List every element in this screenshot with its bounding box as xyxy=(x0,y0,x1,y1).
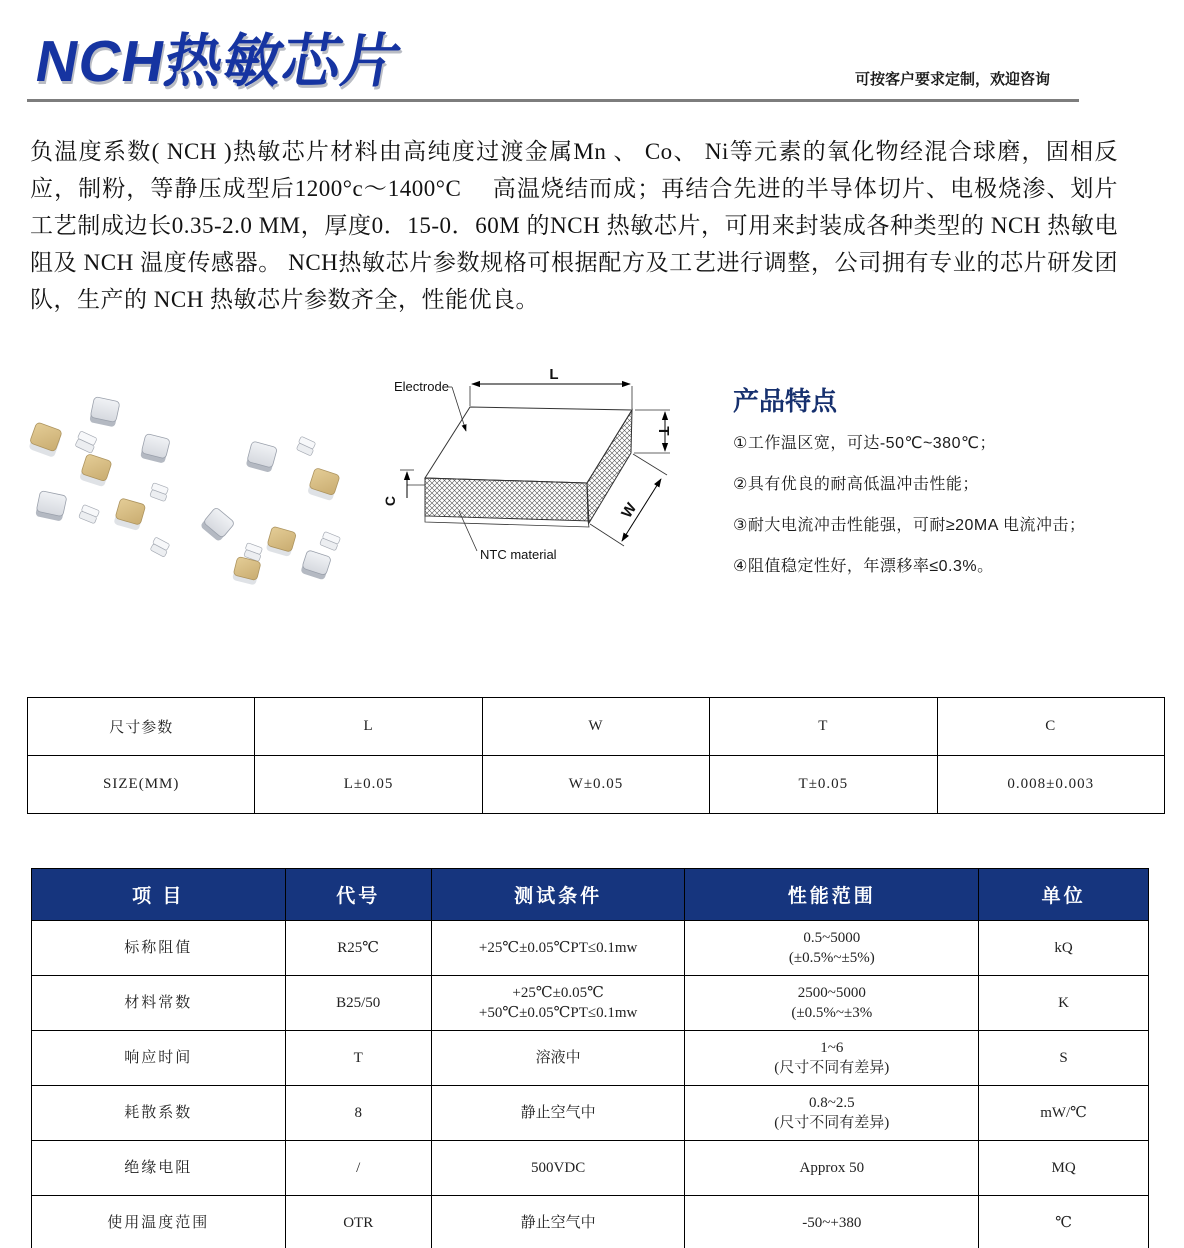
feature-item: ②具有优良的耐高低温冲击性能； xyxy=(733,476,979,493)
ntc-layer xyxy=(425,478,588,521)
spec-cell: 500VDC xyxy=(431,1141,685,1196)
header-divider xyxy=(27,99,1079,102)
chip xyxy=(149,483,170,502)
electrode-label: Electrode xyxy=(394,379,449,394)
spec-row xyxy=(32,1031,1149,1086)
chip xyxy=(79,454,112,488)
page-title: NCH热敏芯片 xyxy=(30,29,407,94)
spec-cell: 静止空气中 xyxy=(431,1086,685,1141)
chip-cluster xyxy=(27,397,340,585)
feature-item: ③耐大电流冲击性能强，可耐≥20MA 电流冲击； xyxy=(733,517,1086,534)
spec-header-range: 性能范围 xyxy=(685,869,979,921)
spec-cell: B25/50 xyxy=(285,976,431,1031)
spec-row xyxy=(32,1086,1149,1141)
spec-row xyxy=(32,921,1149,976)
spec-header-condition: 测试条件 xyxy=(431,869,685,921)
spec-cell: mW/℃ xyxy=(979,1086,1149,1141)
size-header-cell: T xyxy=(710,698,937,756)
chip xyxy=(27,422,63,458)
feature-item: ④阻值稳定性好，年漂移率≤0.3%。 xyxy=(733,558,994,575)
dim-T-label: T xyxy=(655,426,672,436)
dim-W-label: W xyxy=(618,499,641,522)
spec-table-body xyxy=(32,921,1149,1248)
customization-note: 可按客户要求定制，欢迎咨询 xyxy=(855,71,1051,88)
chip xyxy=(89,397,120,428)
spec-cell: K xyxy=(979,976,1149,1031)
spec-cell: 0.5~5000 (±0.5%~±5%) xyxy=(685,921,979,976)
size-value-cell: L±0.05 xyxy=(255,756,482,814)
chip xyxy=(79,504,100,523)
spec-cell: -50~+380 xyxy=(685,1196,979,1248)
spec-header-code: 代号 xyxy=(285,869,431,921)
size-table-header-row xyxy=(28,698,1165,756)
spec-cell: +25℃±0.05℃ +50℃±0.05℃PT≤0.1mw xyxy=(431,976,685,1031)
spec-cell: 耗散系数 xyxy=(32,1086,286,1141)
spec-cell: OTR xyxy=(285,1196,431,1248)
features-title: 产品特点 xyxy=(733,386,838,416)
size-table xyxy=(27,697,1165,814)
spec-cell: Approx 50 xyxy=(685,1141,979,1196)
feature-item: ①工作温区宽，可达-50℃~380℃； xyxy=(733,435,996,452)
features-list xyxy=(733,430,1153,576)
spec-cell: R25℃ xyxy=(285,921,431,976)
spec-cell: 1~6 (尺寸不同有差异) xyxy=(685,1031,979,1086)
spec-cell: S xyxy=(979,1031,1149,1086)
chip-diagram xyxy=(382,363,692,578)
spec-row xyxy=(32,1141,1149,1196)
spec-cell: ℃ xyxy=(979,1196,1149,1248)
spec-table-header-row xyxy=(32,869,1149,921)
dim-C-label: C xyxy=(382,495,398,507)
spec-row xyxy=(32,976,1149,1031)
chip xyxy=(246,441,278,473)
spec-cell: 绝缘电阻 xyxy=(32,1141,286,1196)
spec-cell: 使用温度范围 xyxy=(32,1196,286,1248)
spec-cell: 8 xyxy=(285,1086,431,1141)
chip xyxy=(200,507,235,542)
size-header-cell: 尺寸参数 xyxy=(28,698,255,756)
ntc-material-label: NTC material xyxy=(480,547,557,562)
spec-cell: MQ xyxy=(979,1141,1149,1196)
chip xyxy=(149,537,171,557)
features-section xyxy=(733,381,1153,594)
spec-cell: T xyxy=(285,1031,431,1086)
spec-cell: 标称阻值 xyxy=(32,921,286,976)
size-header-cell: L xyxy=(255,698,482,756)
chips-photo xyxy=(25,390,370,585)
dim-L-label: L xyxy=(549,366,559,383)
size-value-cell: T±0.05 xyxy=(710,756,937,814)
spec-cell: kQ xyxy=(979,921,1149,976)
spec-header-unit: 单位 xyxy=(979,869,1149,921)
spec-cell: 响应时间 xyxy=(32,1031,286,1086)
chip xyxy=(266,526,297,557)
chip xyxy=(113,498,145,531)
spec-cell: 0.8~2.5 (尺寸不同有差异) xyxy=(685,1086,979,1141)
chip xyxy=(140,433,170,463)
spec-cell: +25℃±0.05℃PT≤0.1mw xyxy=(431,921,685,976)
size-value-cell: W±0.05 xyxy=(482,756,709,814)
chip xyxy=(307,468,340,502)
spec-cell: / xyxy=(285,1141,431,1196)
spec-cell: 材料常数 xyxy=(32,976,286,1031)
spec-cell: 2500~5000 (±0.5%~±3% xyxy=(685,976,979,1031)
size-header-cell: C xyxy=(937,698,1164,756)
size-table-value-row xyxy=(28,756,1165,814)
spec-cell: 溶液中 xyxy=(431,1031,685,1086)
spec-table xyxy=(31,868,1149,1248)
chip xyxy=(320,531,341,550)
size-header-cell: W xyxy=(482,698,709,756)
spec-cell: 静止空气中 xyxy=(431,1196,685,1248)
intro-paragraph: 负温度系数( NCH )热敏芯片材料由高纯度过渡金属Mn 、 Co、 Ni等元素的氧化物经混合球磨，固相反应，制粉，等静压成型后1200°c～1400°C 高温烧结而成；再结合先进的半导体切片、电极烧渗、划片工艺制成边长0.35-2.0 MM，厚度0．15-0．60M 的NCH 热敏芯片，可用来封装成各种类型的 NCH 热敏电阻及 NCH 温度传感器。 NCH热敏芯片参数规格可根据配方及工艺进行调整，公司拥有专业的芯片研发团队，生产的 NCH 热敏芯片参数齐全，性能优良。 xyxy=(30,139,1118,312)
chip xyxy=(300,550,331,581)
size-row-label: SIZE(MM) xyxy=(28,756,255,814)
size-value-cell: 0.008±0.003 xyxy=(937,756,1164,814)
chip xyxy=(35,491,67,522)
spec-header-item: 项 目 xyxy=(32,869,286,921)
spec-row xyxy=(32,1196,1149,1248)
chip xyxy=(74,431,98,454)
chip xyxy=(295,436,316,456)
